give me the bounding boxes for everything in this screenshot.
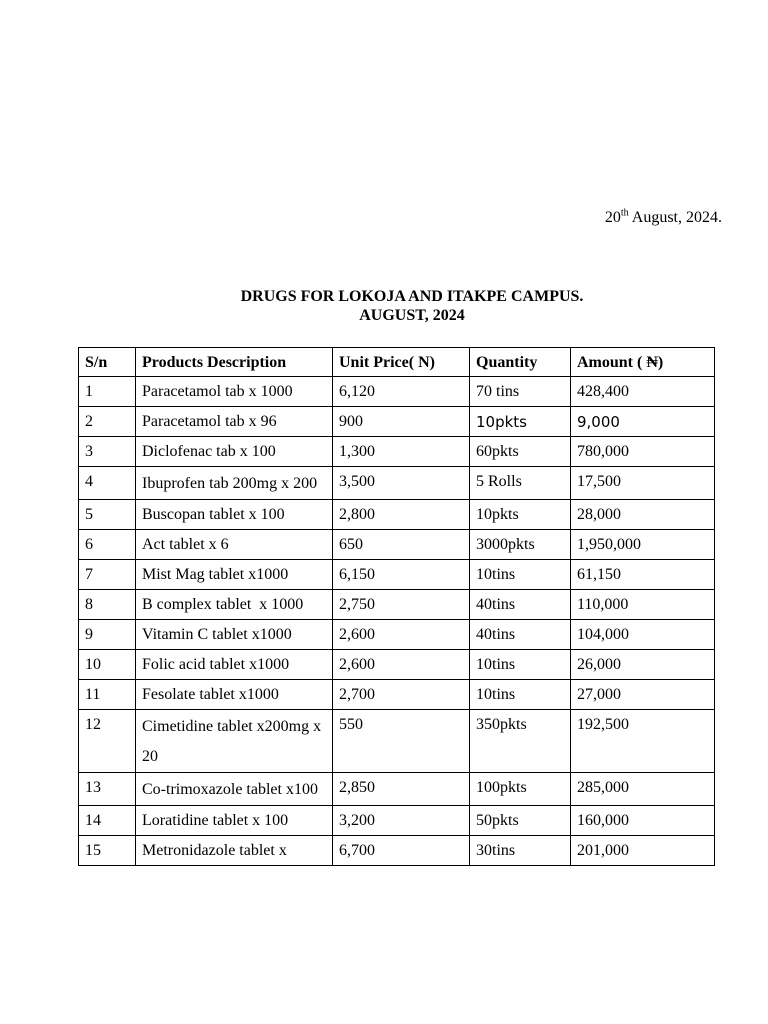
cell-quantity: 10pkts bbox=[470, 500, 571, 530]
cell-sn: 12 bbox=[79, 710, 136, 773]
date-ordinal: th bbox=[620, 207, 629, 219]
cell-amount: 26,000 bbox=[571, 650, 715, 680]
cell-sn: 6 bbox=[79, 530, 136, 560]
cell-description: Paracetamol tab x 1000 bbox=[136, 377, 333, 407]
cell-amount: 104,000 bbox=[571, 620, 715, 650]
cell-unit-price: 2,750 bbox=[333, 590, 470, 620]
table-row bbox=[79, 836, 715, 866]
cell-unit-price: 1,300 bbox=[333, 437, 470, 467]
table-row bbox=[79, 710, 715, 773]
header-amount: Amount ( ₦) bbox=[571, 348, 715, 377]
cell-unit-price: 2,850 bbox=[333, 773, 470, 806]
table-row bbox=[79, 773, 715, 806]
cell-unit-price: 3,500 bbox=[333, 467, 470, 500]
cell-sn: 10 bbox=[79, 650, 136, 680]
cell-sn: 15 bbox=[79, 836, 136, 866]
cell-quantity: 10tins bbox=[470, 650, 571, 680]
cell-description: Ibuprofen tab 200mg x 200 bbox=[136, 467, 333, 500]
cell-description: Buscopan tablet x 100 bbox=[136, 500, 333, 530]
table-row bbox=[79, 560, 715, 590]
table-row bbox=[79, 407, 715, 437]
cell-description: B complex tablet x 1000 bbox=[136, 590, 333, 620]
cell-amount: 110,000 bbox=[571, 590, 715, 620]
table-row bbox=[79, 467, 715, 500]
cell-description: Cimetidine tablet x200mg x 20 bbox=[136, 710, 333, 773]
header-quantity: Quantity bbox=[470, 348, 571, 377]
cell-amount: 17,500 bbox=[571, 467, 715, 500]
cell-quantity: 100pkts bbox=[470, 773, 571, 806]
cell-description: Vitamin C tablet x1000 bbox=[136, 620, 333, 650]
cell-quantity: 40tins bbox=[470, 590, 571, 620]
cell-amount: 201,000 bbox=[571, 836, 715, 866]
cell-unit-price: 3,200 bbox=[333, 806, 470, 836]
cell-sn: 13 bbox=[79, 773, 136, 806]
table-row bbox=[79, 680, 715, 710]
cell-quantity: 10pkts bbox=[470, 407, 571, 437]
cell-quantity: 60pkts bbox=[470, 437, 571, 467]
cell-description: Act tablet x 6 bbox=[136, 530, 333, 560]
cell-amount: 285,000 bbox=[571, 773, 715, 806]
cell-quantity: 40tins bbox=[470, 620, 571, 650]
cell-amount: 9,000 bbox=[571, 407, 715, 437]
cell-description: Paracetamol tab x 96 bbox=[136, 407, 333, 437]
table-row bbox=[79, 620, 715, 650]
cell-description: Fesolate tablet x1000 bbox=[136, 680, 333, 710]
cell-amount: 28,000 bbox=[571, 500, 715, 530]
cell-amount: 27,000 bbox=[571, 680, 715, 710]
table-row bbox=[79, 650, 715, 680]
cell-unit-price: 2,800 bbox=[333, 500, 470, 530]
cell-quantity: 50pkts bbox=[470, 806, 571, 836]
date-rest: August, 2024. bbox=[628, 209, 722, 226]
cell-description: Loratidine tablet x 100 bbox=[136, 806, 333, 836]
cell-sn: 1 bbox=[79, 377, 136, 407]
cell-unit-price: 650 bbox=[333, 530, 470, 560]
cell-quantity: 70 tins bbox=[470, 377, 571, 407]
table-header-row bbox=[79, 348, 715, 377]
cell-sn: 8 bbox=[79, 590, 136, 620]
cell-amount: 428,400 bbox=[571, 377, 715, 407]
cell-unit-price: 6,700 bbox=[333, 836, 470, 866]
cell-description: Mist Mag tablet x1000 bbox=[136, 560, 333, 590]
table-row bbox=[79, 377, 715, 407]
document-heading bbox=[0, 287, 768, 325]
cell-quantity: 10tins bbox=[470, 560, 571, 590]
cell-amount: 192,500 bbox=[571, 710, 715, 773]
cell-unit-price: 6,120 bbox=[333, 377, 470, 407]
cell-sn: 5 bbox=[79, 500, 136, 530]
table-row bbox=[79, 437, 715, 467]
cell-unit-price: 6,150 bbox=[333, 560, 470, 590]
date-day: 20 bbox=[604, 209, 621, 226]
table-row bbox=[79, 806, 715, 836]
heading-line-2: AUGUST, 2024 bbox=[359, 307, 465, 324]
cell-description: Diclofenac tab x 100 bbox=[136, 437, 333, 467]
cell-quantity: 30tins bbox=[470, 836, 571, 866]
cell-sn: 2 bbox=[79, 407, 136, 437]
cell-unit-price: 900 bbox=[333, 407, 470, 437]
cell-quantity: 10tins bbox=[470, 680, 571, 710]
cell-sn: 14 bbox=[79, 806, 136, 836]
cell-unit-price: 550 bbox=[333, 710, 470, 773]
cell-amount: 780,000 bbox=[571, 437, 715, 467]
cell-description: Co-trimoxazole tablet x100 bbox=[136, 773, 333, 806]
header-unit-price: Unit Price( N) bbox=[333, 348, 470, 377]
heading-line-1: DRUGS FOR LOKOJA AND ITAKPE CAMPUS. bbox=[240, 288, 584, 305]
cell-sn: 7 bbox=[79, 560, 136, 590]
header-description: Products Description bbox=[136, 348, 333, 377]
cell-amount: 160,000 bbox=[571, 806, 715, 836]
cell-unit-price: 2,600 bbox=[333, 620, 470, 650]
cell-description: Metronidazole tablet x bbox=[136, 836, 333, 866]
document-date bbox=[605, 208, 722, 228]
cell-quantity: 3000pkts bbox=[470, 530, 571, 560]
header-sn: S/n bbox=[79, 348, 136, 377]
cell-sn: 4 bbox=[79, 467, 136, 500]
table-row bbox=[79, 590, 715, 620]
cell-unit-price: 2,600 bbox=[333, 650, 470, 680]
cell-sn: 11 bbox=[79, 680, 136, 710]
cell-quantity: 5 Rolls bbox=[470, 467, 571, 500]
cell-sn: 3 bbox=[79, 437, 136, 467]
table-row bbox=[79, 530, 715, 560]
cell-description: Folic acid tablet x1000 bbox=[136, 650, 333, 680]
drugs-table bbox=[78, 347, 715, 866]
cell-sn: 9 bbox=[79, 620, 136, 650]
table-row bbox=[79, 500, 715, 530]
cell-amount: 1,950,000 bbox=[571, 530, 715, 560]
cell-unit-price: 2,700 bbox=[333, 680, 470, 710]
cell-amount: 61,150 bbox=[571, 560, 715, 590]
cell-quantity: 350pkts bbox=[470, 710, 571, 773]
